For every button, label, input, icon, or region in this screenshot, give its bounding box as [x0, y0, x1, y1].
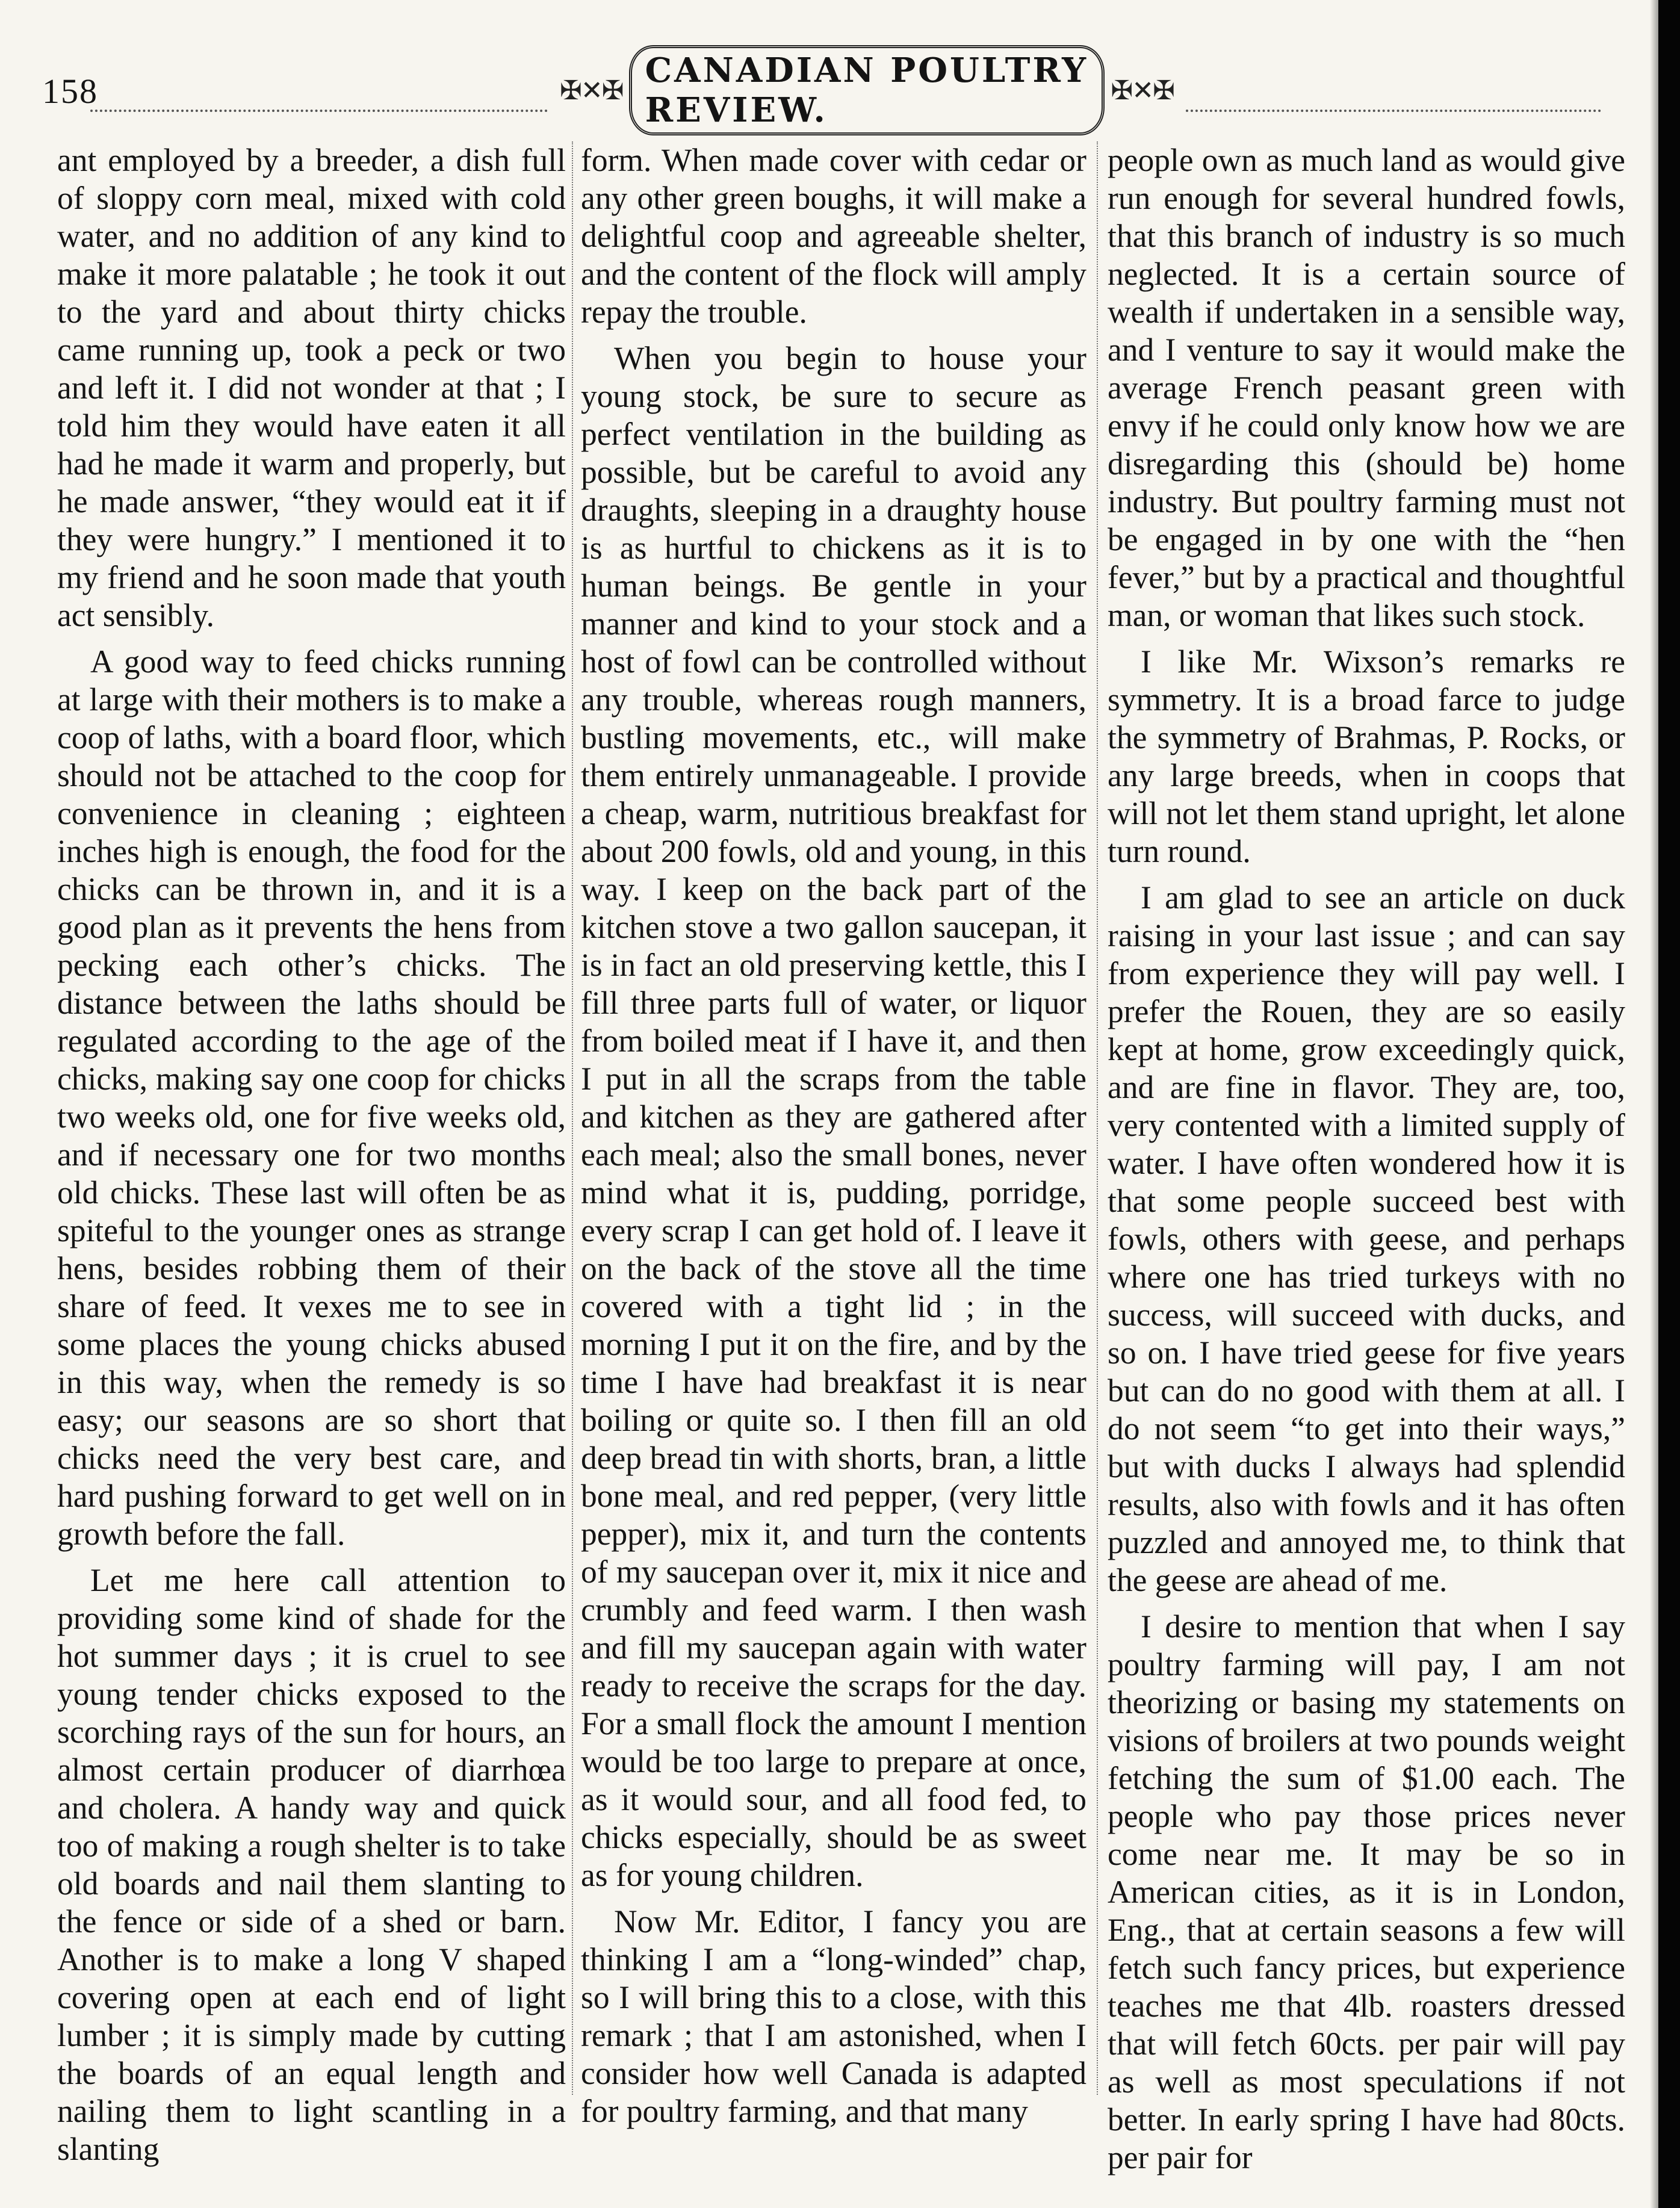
column-3: [1108, 141, 1625, 2175]
paragraph: I desire to mention that when I say poultry farming will pay, I am not theorizing or basing my statements on visions of broilers at two pounds weight fetching the sum of $1.00 each. The people who pay those prices never come near me. It may be so in American cities, as it is in London, Eng., that at certain seasons a few will fetch such fancy prices, but experience teaches me that 4lb. roasters dressed that will fetch 60cts. per pair will pay as well as most speculations if not better. In early spring I have had 80cts. per pair for: [1108, 1608, 1625, 2175]
header-rule-left: [90, 110, 548, 112]
paragraph: Now Mr. Editor, I fancy you are thinking I am a “long-winded” chap, so I will bring this to a close, with this remark ; that I am astonished, when I consider how well Canada is adapted for poultry farming, and that many: [581, 1903, 1086, 2129]
column-1: [57, 141, 566, 2167]
column-divider: [572, 141, 573, 2095]
paragraph: ant employed by a breeder, a dish full of sloppy corn meal, mixed with cold water, and no addition of any kind to make it more palatable ; he took it out to the yard and about thirty chicks came running up, took a peck or two and left it. I did not wonder at that ; I told him they would have eaten it all had he made it warm and properly, but he made answer, “they would eat it if they were hungry.” I mentioned it to my friend and he soon made that youth act sensibly.: [57, 142, 566, 633]
page-number: 158: [42, 72, 98, 111]
masthead-ornament-left: ✠✕✠: [560, 75, 623, 105]
masthead-title: CANADIAN POULTRY REVIEW.: [629, 45, 1105, 135]
paragraph: people own as much land as would give run enough for several hundred fowls, that this branch of industry is so much neglected. It is a certain source of wealth if undertaken in a sensible way, and I venture to say it would make the average French peasant green with envy if he could only know how we are disregarding this (should be) home industry. But poultry farming must not be engaged in by one with the “hen fever,” but by a practical and thoughtful man, or woman that likes such stock.: [1108, 142, 1625, 633]
paragraph: I like Mr. Wixson’s remarks re symmetry. It is a broad farce to judge the symmetry of Brahmas, P. Rocks, or any large breeds, when in coops that will not let them stand upright, let alone turn round.: [1108, 643, 1625, 869]
paragraph: Let me here call attention to providing some kind of shade for the hot summer days ; it is cruel to see young tender chicks exposed to the scorching rays of the sun for hours, an almost certain producer of diarrhœa and cholera. A handy way and quick too of making a rough shelter is to take old boards and nail them slanting to the fence or side of a shed or barn. Another is to make a long V shaped covering open at each end of light lumber ; it is simply made by cutting the boards of an equal length and nailing them to light scantling in a slanting: [57, 1562, 566, 2167]
column-divider: [1097, 141, 1098, 2095]
paragraph: form. When made cover with cedar or any other green boughs, it will make a delightful coop and agreeable shelter, and the content of the flock will amply repay the trouble.: [581, 142, 1086, 330]
paragraph: A good way to feed chicks running at large with their mothers is to make a coop of laths, with a board floor, which should not be attached to the coop for convenience in cleaning ; eighteen inches high is enough, the food for the chicks can be thrown in, and it is a good plan as it prevents the hens from pecking each other’s chicks. The distance between the laths should be regulated according to the age of the chicks, making say one coop for chicks two weeks old, one for five weeks old, and if necessary one for two months old chicks. These last will often be as spiteful to the younger ones as strange hens, besides robbing them of their share of feed. It vexes me to see in some places the young chicks abused in this way, when the remedy is so easy; our seasons are so short that chicks need the very best care, and hard pushing forward to get well on in growth before the fall.: [57, 643, 566, 1552]
scan-shadow: [1650, 0, 1658, 2208]
scan-binding-edge: [1658, 0, 1680, 2208]
column-2: [581, 141, 1086, 2129]
masthead: [560, 51, 1174, 130]
paragraph: When you begin to house your young stock, be sure to secure as perfect ventilation in the building as possible, but be careful to avoid any draughts, sleeping in a draughty house is as hurtful to chickens as it is to human beings. Be gentle in your manner and kind to your stock and a host of fowl can be controlled without any trouble, whereas rough manners, bustling movements, etc., will make them entirely unmanageable. I provide a cheap, warm, nutritious breakfast for about 200 fowls, old and young, in this way. I keep on the back part of the kitchen stove a two gallon saucepan, it is in fact an old preserving kettle, this I fill three parts full of water, or liquor from boiled meat if I have it, and then I put in all the scraps from the table and kitchen as they are gathered after each meal; also the small bones, never mind what it is, pudding, porridge, every scrap I can get hold of. I leave it on the back of the stove all the time covered with a tight lid ; in the morning I put it on the fire, and by the time I have had breakfast it is near boiling or quite so. I then fill an old deep bread tin with shorts, bran, a little bone meal, and red pepper, (very little pepper), mix it, and turn the contents of my saucepan over it, mix it nice and crumbly and feed warm. I then wash and fill my saucepan again with water ready to receive the scraps for the day. For a small flock the amount I mention would be too large to prepare at once, as it would sour, and all food fed, to chicks especially, should be as sweet as for young children.: [581, 340, 1086, 1893]
header-rule-right: [1186, 110, 1601, 112]
masthead-ornament-right: ✠✕✠: [1111, 75, 1174, 105]
paragraph: I am glad to see an article on duck raising in your last issue ; and can say from experience they will pay well. I prefer the Rouen, they are so easily kept at home, grow exceedingly quick, and are fine in flavor. They are, too, very contented with a limited supply of water. I have often wondered how it is that some people succeed best with fowls, others with geese, and perhaps where one has tried turkeys with no success, will succeed with ducks, and so on. I have tried geese for five years but can do no good with them at all. I do not seem “to get into their ways,” but with ducks I always had splendid results, also with fowls and it has often puzzled and annoyed me, to think that the geese are ahead of me.: [1108, 879, 1625, 1598]
